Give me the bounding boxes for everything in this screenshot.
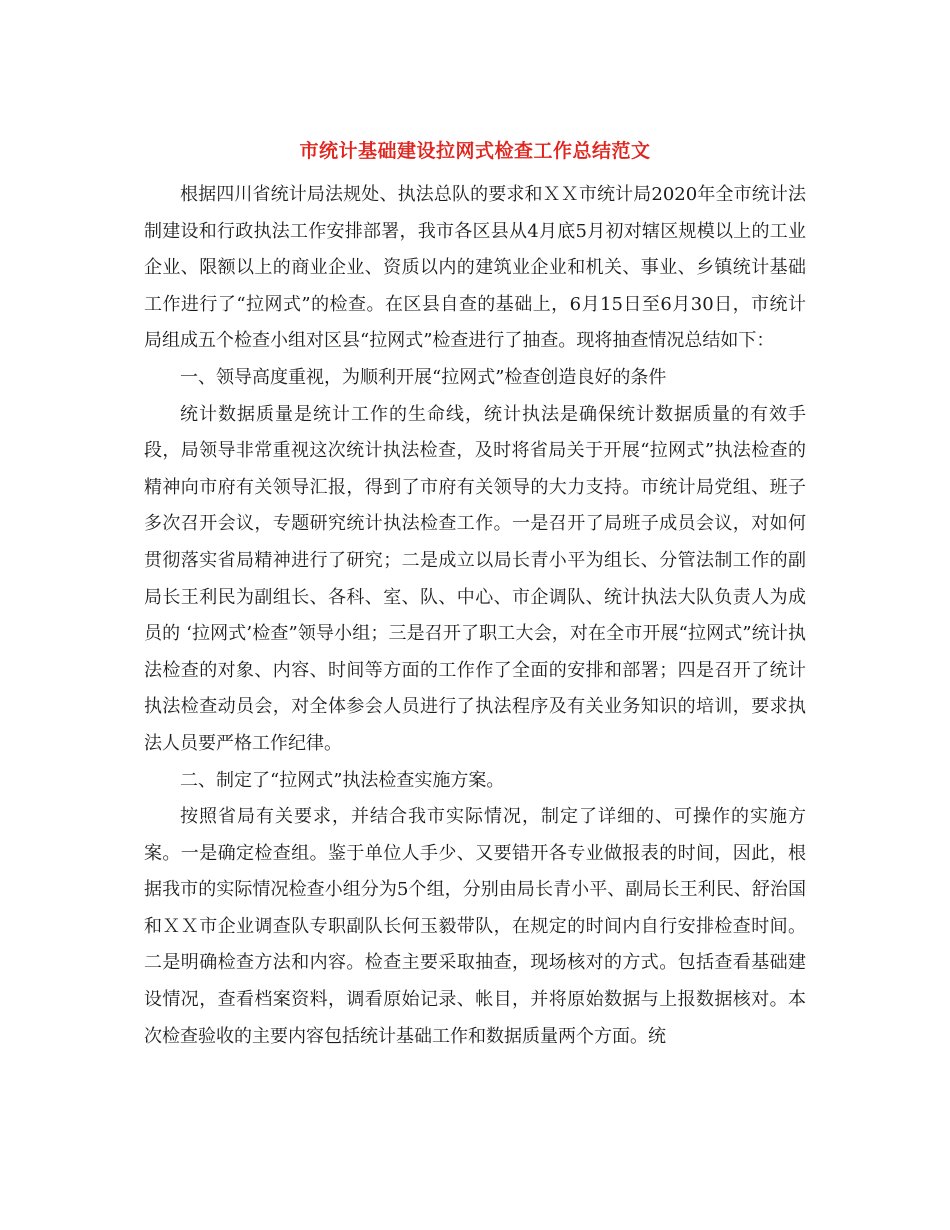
document-title: 市统计基础建设拉网式检查工作总结范文 [299, 140, 651, 162]
section-heading-2: 二、制定了“拉网式”执法检查实施方案。 [180, 769, 505, 791]
paragraph-section-1: 统计数据质量是统计工作的生命线，统计执法是确保统计数据质量的有效手段，局领导非常重视这次统计执法检查，及时将省局关于开展“拉网式”执法检查的精神向市府有关领导汇报，得到了市府有关领导的大力支持。市统计局党组、班子多次召开会议，专题研究统计执法检查工作。一是召开了局班子成员会议，对如何贯彻落实省局精神进行了研究；二是成立以局长青小平为组长、分管法制工作的副局长王利民为副组长、各科、室、队、中心、市企调队、统计执法大队负责人为成员的 ‘拉网式’检查”领导小组；三是召开了职工大会，对在全市开展“拉网式”统计执法检查的对象、内容、时间等方面的工作作了全面的安排和部署；四是召开了统计执法检查动员会，对全体参会人员进行了执法程序及有关业务知识的培训，要求执法人员要严格工作纪律。 [144, 403, 806, 754]
document-body [144, 177, 806, 1055]
paragraph-intro: 根据四川省统计局法规处、执法总队的要求和ＸＸ市统计局2020年全市统计法制建设和行政执法工作安排部署，我市各区县从4月底5月初对辖区规模以上的工业企业、限额以上的商业企业、资质以内的建筑业企业和机关、事业、乡镇统计基础工作进行了“拉网式”的检查。在区县自查的基础上，6月15日至6月30日，市统计局组成五个检查小组对区县“拉网式”检查进行了抽查。现将抽查情况总结如下： [144, 184, 806, 352]
section-heading-1: 一、领导高度重视，为顺利开展“拉网式”检查创造良好的条件 [180, 366, 667, 388]
paragraph-section-2: 按照省局有关要求，并结合我市实际情况，制定了详细的、可操作的实施方案。一是确定检查组。鉴于单位人手少、又要错开各专业做报表的时间，因此，根据我市的实际情况检查小组分为5个组，分别由局长青小平、副局长王利民、舒治国和ＸＸ市企业调查队专职副队长何玉毅带队，在规定的时间内自行安排检查时间。二是明确检查方法和内容。检查主要采取抽查，现场核对的方式。包括查看基础建设情况，查看档案资料，调看原始记录、帐目，并将原始数据与上报数据核对。本次检查验收的主要内容包括统计基础工作和数据质量两个方面。统 [144, 806, 806, 1047]
